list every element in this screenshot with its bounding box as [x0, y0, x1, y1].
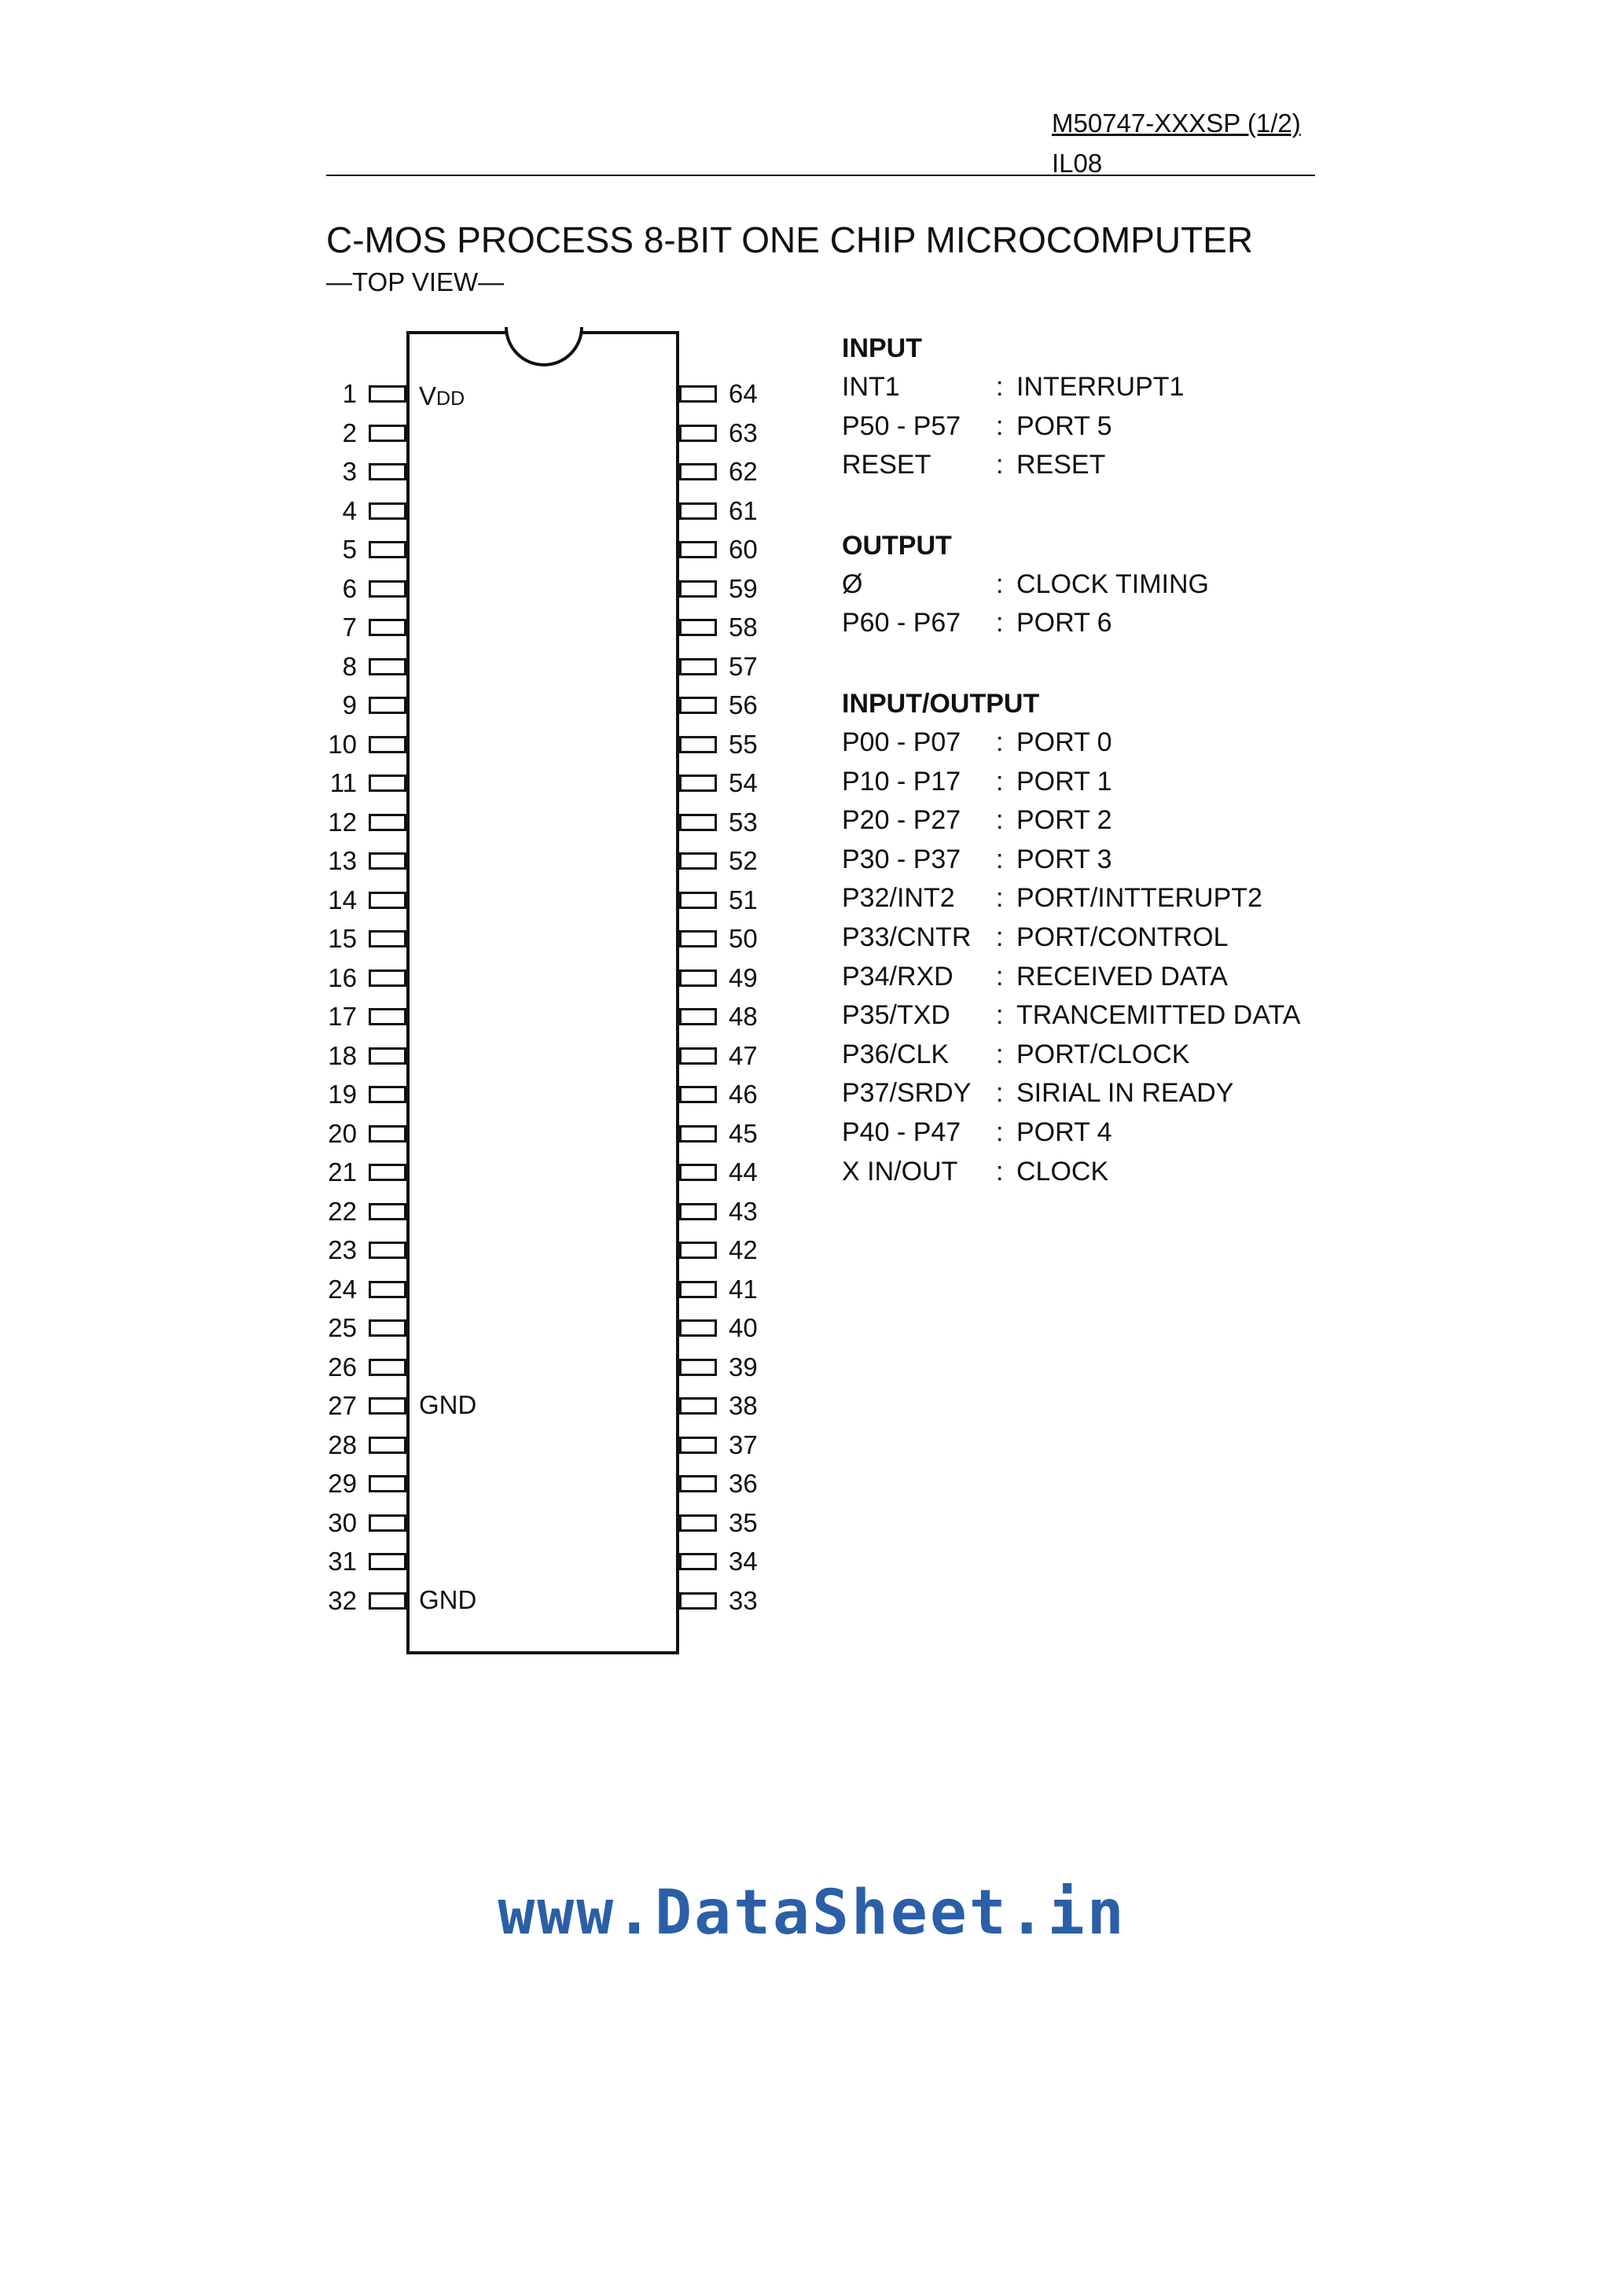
legend-heading: OUTPUT [842, 530, 952, 561]
legend-separator: : [996, 805, 1004, 836]
pin-number-left: 25 [328, 1313, 357, 1342]
pin-lead-left [369, 1086, 406, 1103]
chip-label-gnd-32: GND [419, 1585, 477, 1614]
pin-number-right: 41 [729, 1274, 758, 1304]
pin-number-left: 24 [328, 1274, 357, 1304]
pin-lead-left [369, 463, 406, 480]
legend-row [842, 407, 1345, 447]
legend-pin-description: INTERRUPT1 [1016, 372, 1185, 402]
pin-lead-left [369, 814, 406, 831]
pin-number-right: 47 [729, 1040, 758, 1070]
pin-number-right: 52 [729, 846, 758, 875]
chip-package-outline [406, 331, 679, 1654]
legend-pin-name: P00 - P07 [842, 727, 961, 757]
legend-pin-description: TRANCEMITTED DATA [1016, 1000, 1301, 1031]
pin-number-left: 3 [342, 457, 357, 486]
legend-pin-description: PORT 6 [1016, 608, 1112, 638]
legend-separator: : [996, 844, 1004, 874]
pin-number-right: 64 [729, 379, 758, 408]
pin-number-right: 44 [729, 1157, 758, 1187]
legend-row [842, 446, 1345, 485]
pin-lead-right [679, 1319, 717, 1337]
pin-lead-left [369, 502, 406, 520]
legend-row [842, 918, 1345, 958]
legend-pin-name: P30 - P37 [842, 844, 961, 874]
legend-row [842, 996, 1345, 1036]
page-subtitle: —TOP VIEW— [326, 267, 505, 296]
pin-number-left: 13 [328, 846, 357, 875]
pin-lead-right [679, 852, 717, 870]
pin-number-right: 49 [729, 962, 758, 992]
pin-number-right: 39 [729, 1352, 758, 1382]
legend-row [842, 763, 1345, 802]
pin-lead-right [679, 463, 717, 480]
pin-number-left: 14 [328, 885, 357, 914]
legend-row [842, 723, 1345, 763]
pin-number-left: 31 [328, 1547, 357, 1576]
legend-pin-description: PORT 5 [1016, 410, 1112, 441]
legend-heading: INPUT/OUTPUT [842, 688, 1040, 719]
pin-number-left: 11 [329, 768, 357, 797]
pin-lead-right [679, 736, 717, 753]
legend-separator: : [996, 883, 1004, 914]
pin-lead-right [679, 775, 717, 792]
pin-lead-right [679, 930, 717, 947]
legend-pin-name: P36/CLK [842, 1039, 950, 1069]
pin-number-left: 32 [328, 1585, 357, 1615]
legend-row [842, 1074, 1345, 1113]
legend-separator: : [996, 766, 1004, 797]
pin-number-right: 50 [729, 924, 758, 953]
legend-separator: : [996, 568, 1004, 599]
pin-lead-right [679, 541, 717, 558]
legend-pin-description: PORT/INTTERUPT2 [1016, 883, 1262, 914]
legend-pin-name: RESET [842, 450, 931, 480]
pin-lead-right [679, 1086, 717, 1103]
legend-pin-name: P34/RXD [842, 961, 953, 992]
pin-number-right: 62 [729, 457, 758, 486]
legend-pin-name: P40 - P47 [842, 1117, 961, 1147]
pin-lead-right [679, 1397, 717, 1415]
pin-lead-left [369, 1281, 406, 1298]
pin-lead-right [679, 1437, 717, 1454]
pin-number-left: 15 [328, 924, 357, 953]
pin-number-right: 56 [729, 690, 758, 719]
pin-lead-left [369, 1514, 406, 1532]
pin-number-left: 26 [328, 1352, 357, 1382]
pin-lead-right [679, 814, 717, 831]
pin-lead-right [679, 970, 717, 987]
pin-lead-left [369, 1592, 406, 1610]
legend-heading: INPUT [842, 333, 922, 363]
legend-row [842, 841, 1345, 880]
pin-lead-left [369, 970, 406, 987]
legend-section [842, 684, 1345, 1191]
legend-pin-description: PORT 1 [1016, 766, 1112, 797]
pin-lead-right [679, 425, 717, 442]
legend-pin-description: PORT 2 [1016, 805, 1112, 836]
legend-row [842, 368, 1345, 407]
pin-number-right: 33 [729, 1585, 758, 1615]
pin-lead-left [369, 385, 406, 403]
pin-lead-left [369, 930, 406, 947]
pin-number-right: 34 [729, 1547, 758, 1576]
pin-lead-left [369, 1553, 406, 1570]
pin-lead-right [679, 1592, 717, 1610]
vdd-main-text: V [419, 381, 437, 410]
legend-separator: : [996, 1117, 1004, 1147]
pin-number-right: 46 [729, 1080, 758, 1109]
legend-row [842, 1153, 1345, 1192]
pin-number-right: 40 [729, 1313, 758, 1342]
legend-separator: : [996, 1000, 1004, 1031]
pin-number-left: 19 [328, 1080, 357, 1109]
pin-lead-right [679, 1359, 717, 1376]
pin-number-right: 63 [729, 418, 758, 447]
pin-lead-right [679, 1553, 717, 1570]
pin-number-right: 54 [729, 768, 758, 797]
pin-lead-left [369, 1242, 406, 1259]
pin-number-left: 5 [342, 535, 357, 564]
pin-number-left: 4 [342, 495, 357, 525]
pin-lead-right [679, 658, 717, 675]
legend-pin-description: PORT/CLOCK [1016, 1039, 1190, 1069]
pin-number-right: 48 [729, 1002, 758, 1031]
legend-pin-description: SIRIAL IN READY [1016, 1078, 1234, 1109]
legend-pin-description: RECEIVED DATA [1016, 961, 1228, 992]
pin-number-left: 30 [328, 1507, 357, 1537]
pin-number-left: 28 [328, 1429, 357, 1459]
legend-section [842, 329, 1345, 485]
pin-lead-left [369, 1319, 406, 1337]
legend-pin-description: PORT 3 [1016, 844, 1112, 874]
pin-lead-left [369, 1437, 406, 1454]
pin-number-right: 53 [729, 807, 758, 837]
pin-number-left: 10 [328, 729, 357, 759]
page-title: C-MOS PROCESS 8-BIT ONE CHIP MICROCOMPUTER [326, 219, 1254, 260]
pin-lead-right [679, 385, 717, 403]
pin-lead-left [369, 1008, 406, 1025]
pin-number-right: 37 [729, 1429, 758, 1459]
legend-separator: : [996, 410, 1004, 441]
pin-number-right: 59 [729, 573, 758, 603]
chip-label-vdd [419, 381, 465, 411]
legend-row [842, 565, 1345, 605]
legend-separator: : [996, 922, 1004, 952]
pin-number-right: 51 [729, 885, 758, 914]
legend-pin-name: Ø [842, 568, 863, 599]
legend-row [842, 958, 1345, 997]
legend-row [842, 1036, 1345, 1075]
pin-lead-right [679, 619, 717, 636]
legend-separator: : [996, 450, 1004, 480]
pin-lead-left [369, 658, 406, 675]
legend-pin-description: RESET [1016, 450, 1106, 480]
pin-number-left: 8 [342, 651, 357, 681]
header-part-code: M50747-XXXSP (1/2) [1052, 109, 1301, 138]
pin-number-right: 38 [729, 1391, 758, 1420]
vdd-subscript-text: DD [436, 388, 465, 410]
legend-row [842, 1113, 1345, 1153]
watermark: www.DataSheet.in [498, 1878, 1126, 1948]
pin-number-left: 1 [342, 379, 357, 408]
legend-separator: : [996, 608, 1004, 638]
pin-number-left: 22 [328, 1196, 357, 1226]
pin-lead-right [679, 1281, 717, 1298]
pin-number-right: 42 [729, 1235, 758, 1264]
header-sub-code: IL08 [1052, 149, 1103, 178]
pin-number-left: 27 [328, 1391, 357, 1420]
pin-number-left: 16 [328, 962, 357, 992]
header-divider [326, 175, 1315, 176]
pin-number-left: 29 [328, 1469, 357, 1498]
pin-number-right: 45 [729, 1118, 758, 1148]
pin-number-right: 57 [729, 651, 758, 681]
pin-number-left: 7 [342, 613, 357, 642]
pin-number-left: 23 [328, 1235, 357, 1264]
pin-lead-right [679, 1008, 717, 1025]
legend-separator: : [996, 1156, 1004, 1187]
pin-lead-right [679, 697, 717, 714]
legend-pin-name: P60 - P67 [842, 608, 961, 638]
legend-pin-description: PORT 0 [1016, 727, 1112, 757]
pin-lead-left [369, 541, 406, 558]
legend-separator: : [996, 727, 1004, 757]
legend-row [842, 801, 1345, 841]
pin-lead-left [369, 1359, 406, 1376]
pin-lead-left [369, 852, 406, 870]
pin-number-left: 12 [328, 807, 357, 837]
legend-pin-name: INT1 [842, 372, 900, 402]
legend-section [842, 526, 1345, 643]
legend-row [842, 879, 1345, 918]
pin-lead-right [679, 1514, 717, 1532]
pin-number-left: 2 [342, 418, 357, 447]
pin-lead-right [679, 892, 717, 909]
pin-lead-right [679, 580, 717, 598]
legend-pin-description: CLOCK TIMING [1016, 568, 1209, 599]
pin-lead-left [369, 1164, 406, 1181]
pin-number-left: 6 [342, 573, 357, 603]
legend-pin-name: P50 - P57 [842, 410, 961, 441]
pin-lead-right [679, 502, 717, 520]
pin-number-right: 43 [729, 1196, 758, 1226]
legend-separator: : [996, 1078, 1004, 1109]
pin-lead-left [369, 736, 406, 753]
pin-lead-left [369, 1047, 406, 1065]
legend-row [842, 604, 1345, 643]
pin-lead-left [369, 1397, 406, 1415]
pin-number-right: 36 [729, 1469, 758, 1498]
pin-lead-left [369, 697, 406, 714]
pin-lead-left [369, 775, 406, 792]
pin-lead-left [369, 1475, 406, 1492]
pin-lead-right [679, 1475, 717, 1492]
legend-separator: : [996, 961, 1004, 992]
pin-lead-left [369, 1203, 406, 1220]
pin-number-left: 21 [328, 1157, 357, 1187]
pin-lead-right [679, 1047, 717, 1065]
legend-pin-name: P32/INT2 [842, 883, 955, 914]
chip-label-gnd-27: GND [419, 1390, 477, 1419]
legend-pin-description: PORT 4 [1016, 1117, 1112, 1147]
pin-number-right: 60 [729, 535, 758, 564]
pin-lead-left [369, 1125, 406, 1142]
pin-lead-right [679, 1203, 717, 1220]
pin-lead-right [679, 1242, 717, 1259]
legend-pin-name: P35/TXD [842, 1000, 950, 1031]
pin-number-right: 55 [729, 729, 758, 759]
pin-lead-right [679, 1125, 717, 1142]
pin-number-left: 17 [328, 1002, 357, 1031]
legend-separator: : [996, 1039, 1004, 1069]
pin-number-left: 18 [328, 1040, 357, 1070]
pin-lead-right [679, 1164, 717, 1181]
legend-pin-name: X IN/OUT [842, 1156, 958, 1187]
pin-number-right: 58 [729, 613, 758, 642]
legend-pin-name: P10 - P17 [842, 766, 961, 797]
pin-number-left: 9 [342, 690, 357, 719]
pin-function-legend [842, 329, 1345, 1232]
legend-separator: : [996, 372, 1004, 402]
legend-pin-description: PORT/CONTROL [1016, 922, 1229, 952]
legend-pin-name: P33/CNTR [842, 922, 972, 952]
pin-lead-left [369, 619, 406, 636]
pin-number-right: 61 [729, 495, 758, 525]
pin-number-right: 35 [729, 1507, 758, 1537]
pin-lead-left [369, 425, 406, 442]
pin-lead-left [369, 892, 406, 909]
legend-pin-name: P37/SRDY [842, 1078, 972, 1109]
legend-pin-name: P20 - P27 [842, 805, 961, 836]
pin-lead-left [369, 580, 406, 598]
pin-number-left: 20 [328, 1118, 357, 1148]
legend-pin-description: CLOCK [1016, 1156, 1109, 1187]
